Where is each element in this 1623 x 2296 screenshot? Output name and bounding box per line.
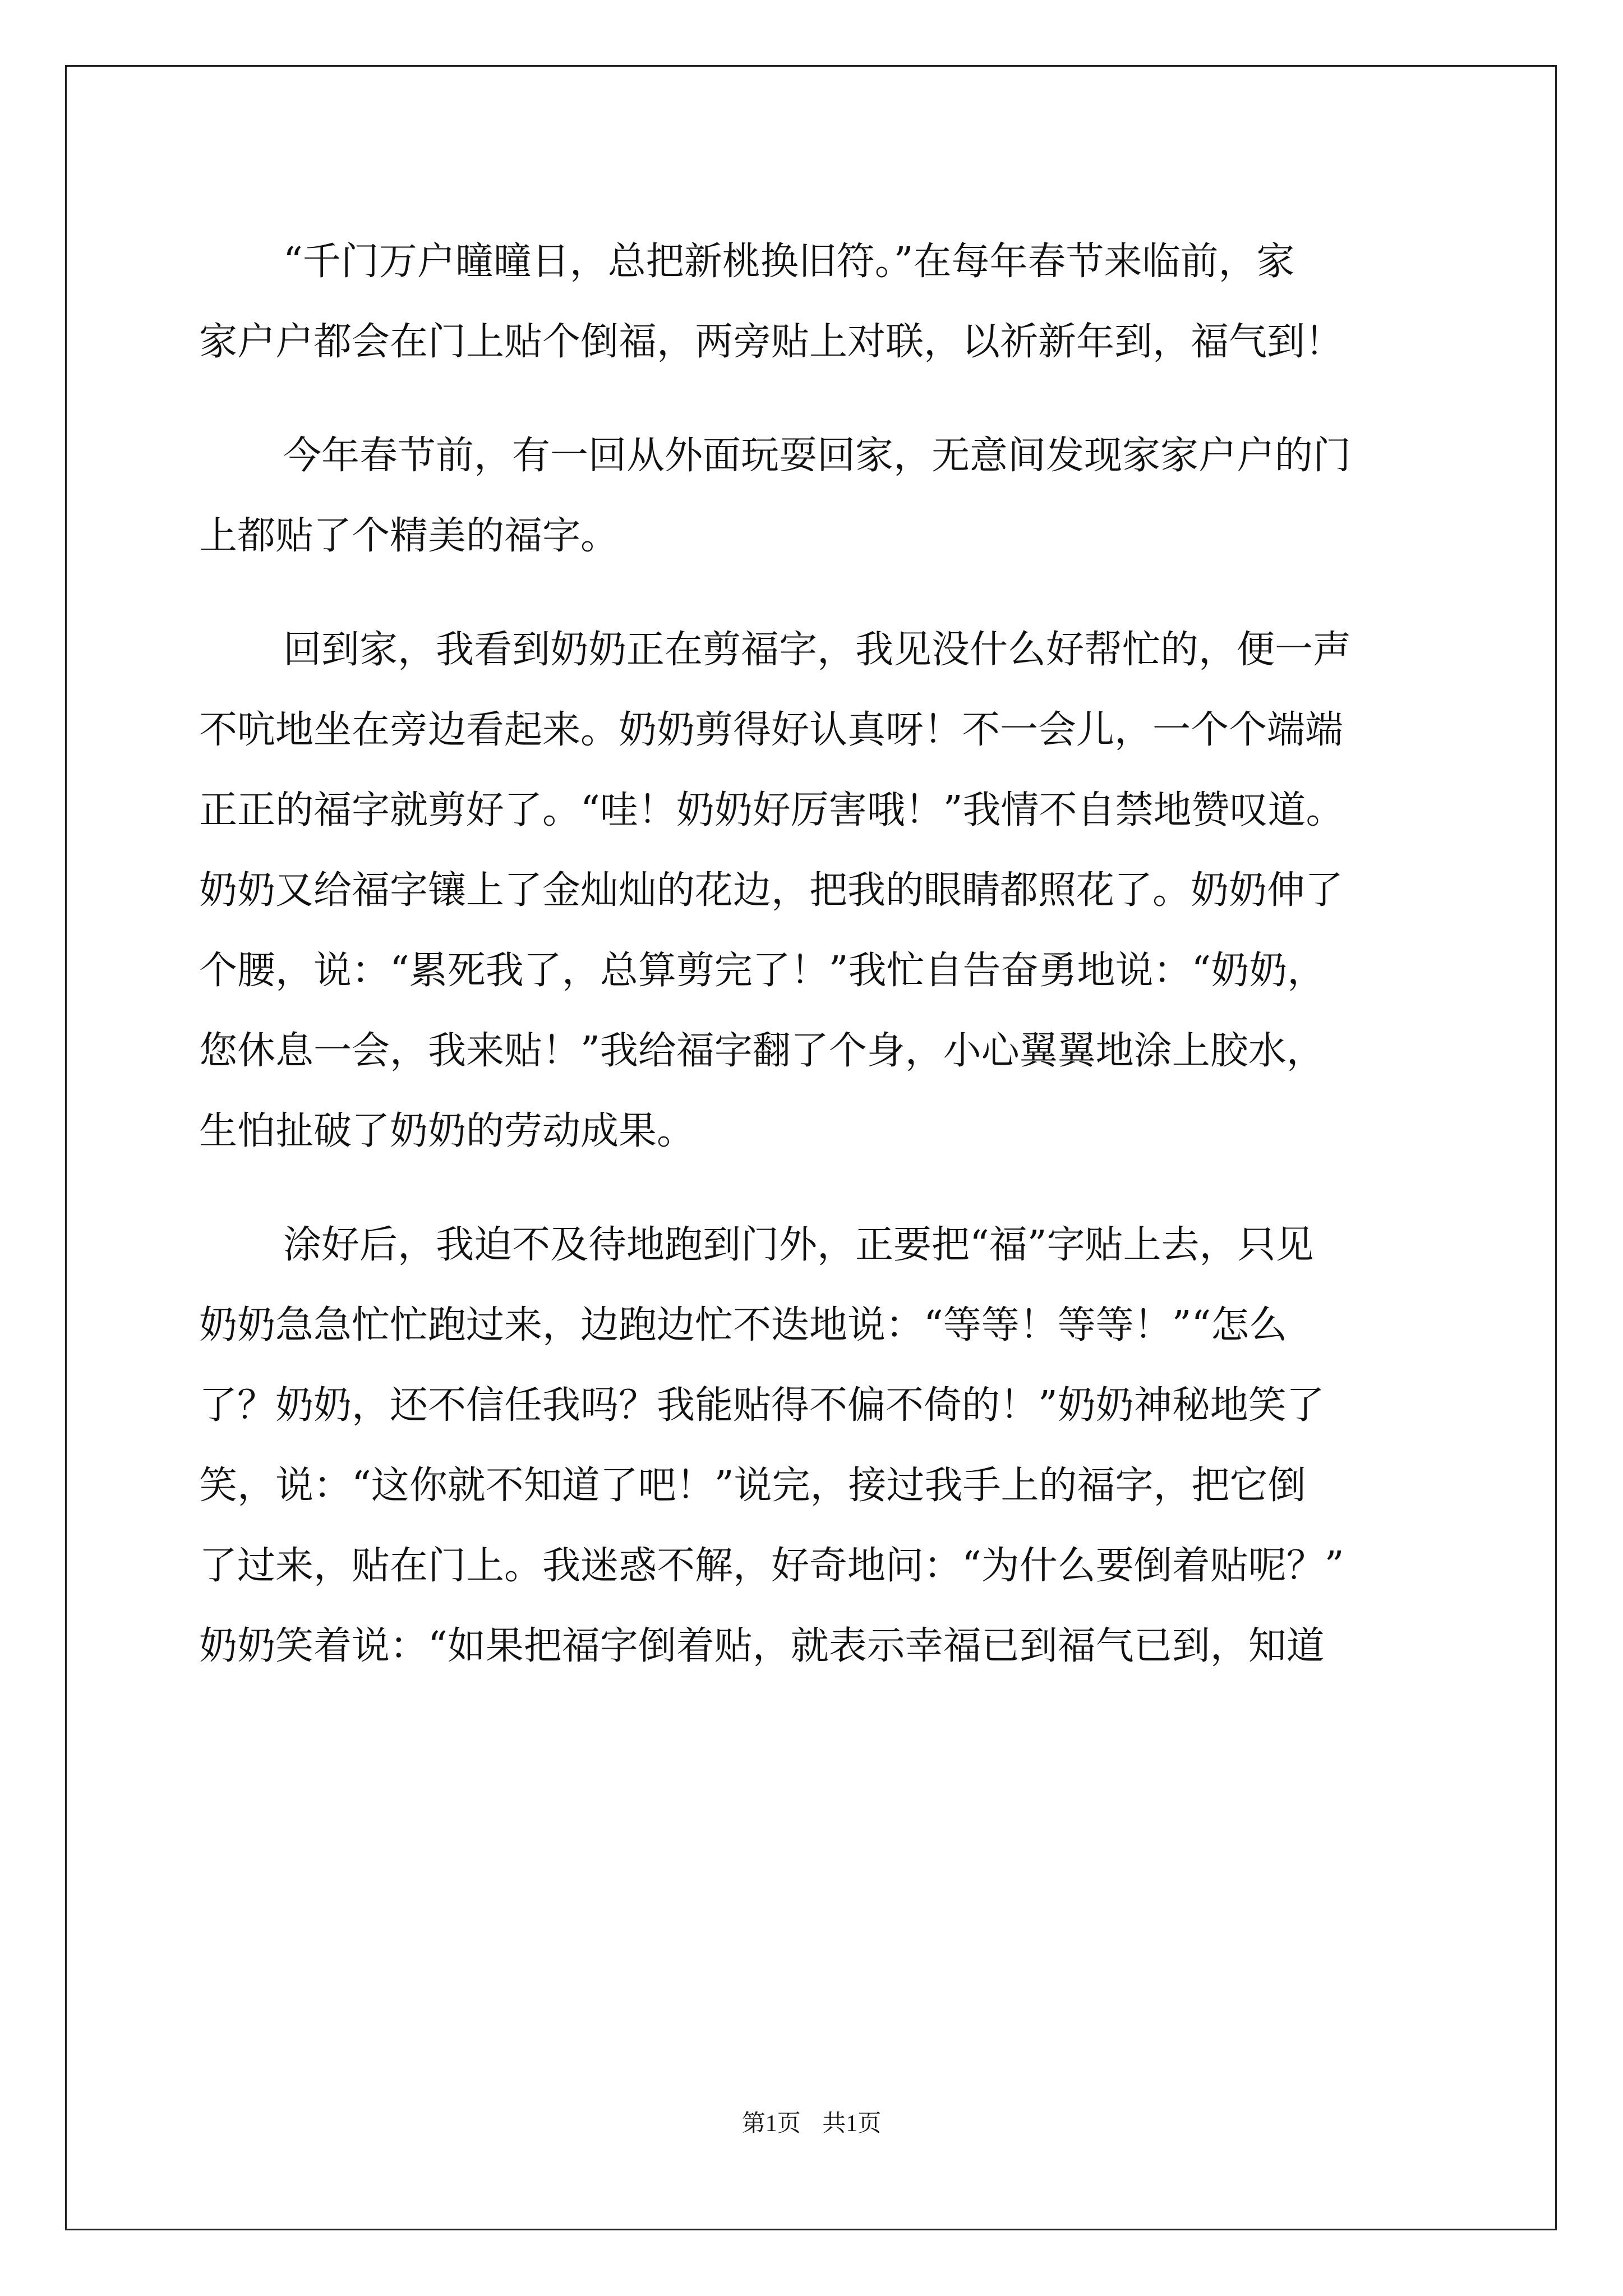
page-total: 共1页 [822,2111,882,2137]
paragraph [199,1205,1433,1686]
text-line: 奶奶急急忙忙跑过来，边跑边忙不迭地说：“等等！等等！”“怎么 [199,1303,1288,1347]
text-line: 您休息一会，我来贴！”我给福字翻了个身，小心翼翼地涂上胶水， [199,1029,1325,1073]
text-line: 正正的福字就剪好了。“哇！奶奶好厉害哦！”我情不自禁地赞叹道。 [199,788,1344,832]
text-line: 个腰，说：“累死我了，总算剪完了！”我忙自告奋勇地说：“奶奶， [199,949,1326,993]
text-line: 奶奶笑着说：“如果把福字倒着贴，就表示幸福已到福气已到，知道 [199,1624,1325,1668]
page-number: 第1页 [741,2111,801,2137]
document-body [199,222,1433,1686]
text-line: 今年春节前，有一回从外面玩耍回家，无意间发现家家户户的门 [283,434,1352,478]
text-line: “千门万户曈曈日，总把新桃换旧符。”在每年春节来临前，家 [283,240,1295,284]
text-line: 了？奶奶，还不信任我吗？我能贴得不偏不倚的！”奶奶神秘地笑了 [199,1383,1325,1428]
paragraph [199,222,1433,382]
text-line: 奶奶又给福字镶上了金灿灿的花边，把我的眼睛都照花了。奶奶伸了 [199,868,1344,913]
paragraph [199,610,1433,1171]
text-line: 上都贴了个精美的福字。 [199,514,619,558]
text-line: 笑，说：“这你就不知道了吧！”说完，接过我手上的福字，把它倒 [199,1464,1306,1508]
text-line: 了过来，贴在门上。我迷惑不解，好奇地问：“为什么要倒着贴呢？” [199,1544,1344,1588]
paragraph [199,416,1433,576]
page-footer [0,2105,1623,2138]
text-line: 家户户都会在门上贴个倒福，两旁贴上对联，以祈新年到，福气到！ [199,320,1344,364]
text-line: 涂好后，我迫不及待地跑到门外，正要把“福”字贴上去，只见 [283,1223,1314,1267]
text-line: 回到家，我看到奶奶正在剪福字，我见没什么好帮忙的，便一声 [283,628,1352,672]
text-line: 不吭地坐在旁边看起来。奶奶剪得好认真呀！不一会儿，一个个端端 [199,708,1344,752]
text-line: 生怕扯破了奶奶的劳动成果。 [199,1109,695,1153]
